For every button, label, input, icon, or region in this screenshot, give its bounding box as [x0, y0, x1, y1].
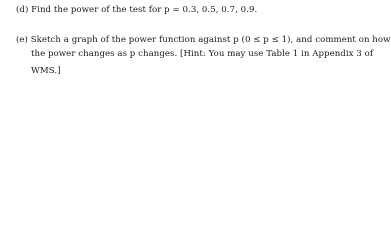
document-page: [0, 0, 391, 82]
question-part-e-line-2: the power changes as p changes. [Hint: You may use Table 1 in Appendix 3 of: [31, 49, 374, 59]
question-part-e-line-1: (e) Sketch a graph of the power function against p (0 ≤ p ≤ 1), and comment on how: [16, 35, 391, 45]
question-part-d: (d) Find the power of the test for p = 0.3, 0.5, 0.7, 0.9.: [16, 5, 258, 15]
question-part-e-line-3: WMS.]: [31, 66, 61, 76]
